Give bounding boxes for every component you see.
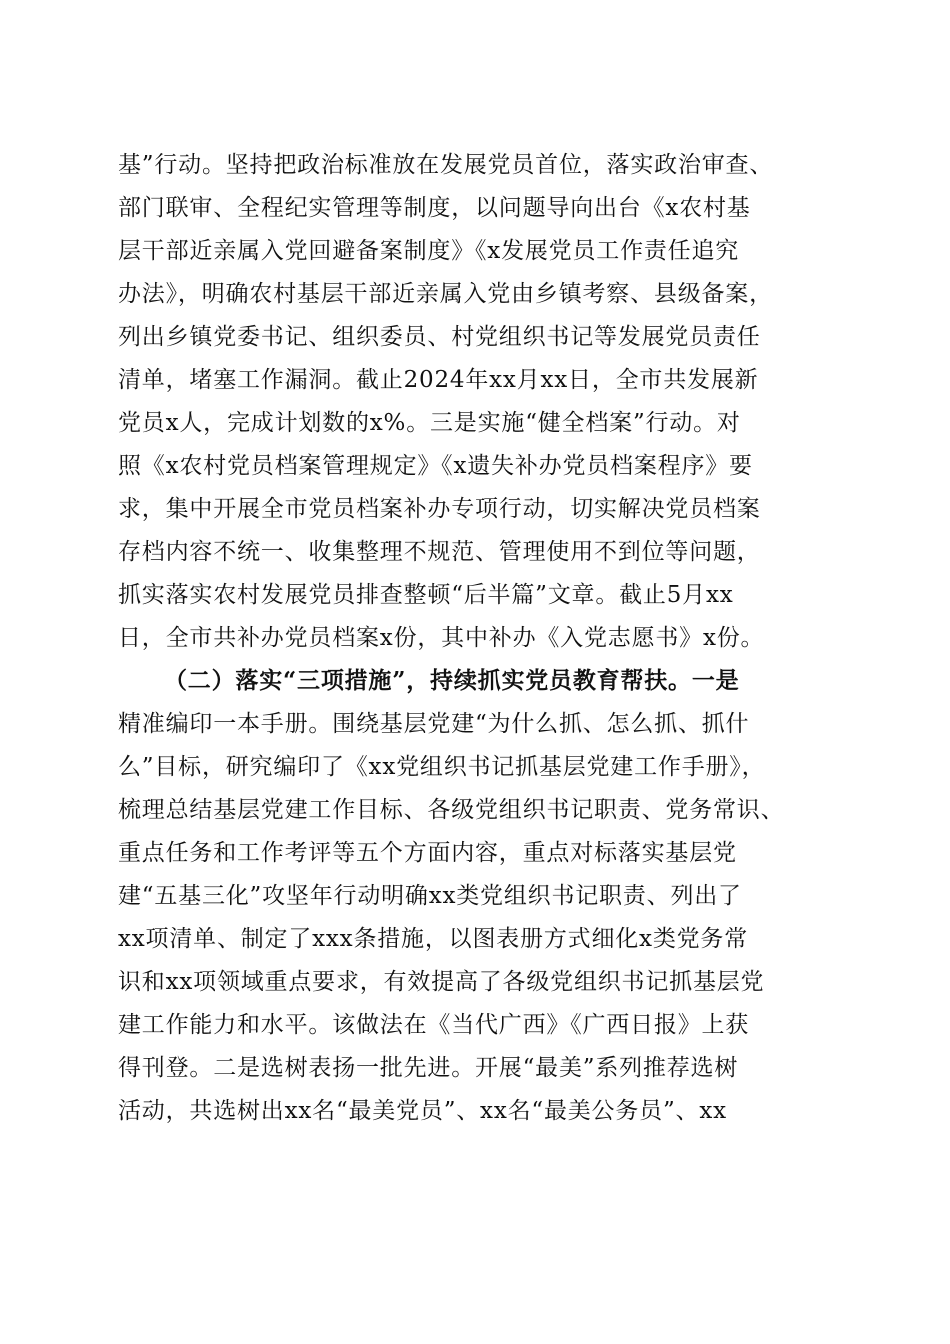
text-line-7: 党员x人，完成计划数的x%。三是实施“健全档案”行动。对 (118, 410, 741, 436)
text-line-15: 么”目标，研究编印了《xx党组织书记抓基层党建工作手册》， (118, 754, 766, 780)
text-line-11: 抓实落实农村发展党员排查整顿“后半篇”文章。截止5月xx (118, 582, 734, 608)
text-line-19: xx项清单、制定了xxx条措施，以图表册方式细化x类党务常 (118, 926, 749, 952)
text-line-6: 清单，堵塞工作漏洞。截止2024年xx月xx日，全市共发展新 (118, 367, 759, 393)
text-line-20: 识和xx项领域重点要求，有效提高了各级党组织书记抓基层党 (118, 969, 765, 995)
text-line-4: 办法》，明确农村基层干部近亲属入党由乡镇考察、县级备案， (118, 281, 773, 307)
text-line-23: 活动，共选树出xx名“最美党员”、xx名“最美公务员”、xx (118, 1098, 727, 1124)
text-line-16: 梳理总结基层党建工作目标、各级党组织书记职责、党务常识、 (118, 797, 785, 823)
text-line-22: 得刊登。二是选树表扬一批先进。开展“最美”系列推荐选树 (118, 1055, 739, 1081)
text-line-18: 建“五基三化”攻坚年行动明确xx类党组织书记职责、列出了 (118, 883, 742, 909)
text-line-1: 基”行动。坚持把政治标准放在发展党员首位，落实政治审查、 (118, 152, 774, 178)
text-line-17: 重点任务和工作考评等五个方面内容，重点对标落实基层党 (118, 840, 737, 866)
text-line-2: 部门联审、全程纪实管理等制度，以问题导向出台《x农村基 (118, 195, 751, 221)
section-heading-2: （二）落实“三项措施”，持续抓实党员教育帮扶。一是 (164, 667, 740, 694)
text-line-14: 精准编印一本手册。围绕基层党建“为什么抓、怎么抓、抓什 (118, 711, 750, 737)
text-line-12: 日，全市共补办党员档案x份，其中补办《入党志愿书》x份。 (118, 625, 765, 651)
text-line-3: 层干部近亲属入党回避备案制度》《x发展党员工作责任追究 (118, 238, 740, 264)
text-line-5: 列出乡镇党委书记、组织委员、村党组织书记等发展党员责任 (118, 324, 761, 350)
text-line-9: 求，集中开展全市党员档案补办专项行动，切实解决党员档案 (118, 496, 761, 522)
text-line-10: 存档内容不统一、收集整理不规范、管理使用不到位等问题， (118, 539, 761, 565)
text-line-8: 照《x农村党员档案管理规定》《x遗失补办党员档案程序》要 (118, 453, 753, 479)
text-line-21: 建工作能力和水平。该做法在《当代广西》《广西日报》上获 (118, 1012, 750, 1038)
